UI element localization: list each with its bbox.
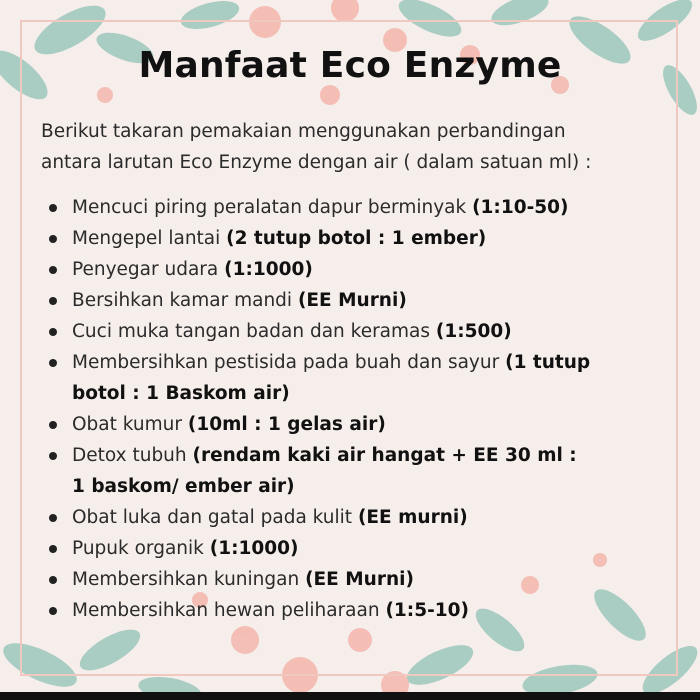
list-item-continuation: 1 baskom/ ember air) (72, 476, 295, 497)
bullet-icon (49, 204, 57, 212)
bullet-icon (49, 328, 57, 336)
bullet-icon (49, 545, 57, 553)
intro-line-1: Berikut takaran pemakaian menggunakan perbandingan (41, 121, 566, 142)
list-item: Obat luka dan gatal pada kulit (EE murni) (48, 502, 678, 533)
bullet-icon (49, 514, 57, 522)
intro-text (41, 116, 671, 178)
list-item: Membersihkan pestisida pada buah dan sayur (1 tutup botol : 1 Baskom air) (48, 347, 678, 409)
list-item: Pupuk organik (1:1000) (48, 533, 678, 564)
usage-list (48, 192, 678, 626)
bullet-icon (49, 421, 57, 429)
page-title: Manfaat Eco Enzyme (138, 45, 562, 86)
list-item: Membersihkan kuningan (EE Murni) (48, 564, 678, 595)
bullet-icon (49, 359, 57, 367)
bullet-icon (49, 452, 57, 460)
bottom-bar (0, 692, 700, 700)
bullet-icon (49, 235, 57, 243)
list-item: Detox tubuh (rendam kaki air hangat + EE 30 ml : 1 baskom/ ember air) (48, 440, 678, 502)
list-item: Bersihkan kamar mandi (EE Murni) (48, 285, 678, 316)
bullet-icon (49, 266, 57, 274)
bullet-icon (49, 576, 57, 584)
list-item-continuation: botol : 1 Baskom air) (72, 383, 290, 404)
list-item: Obat kumur (10ml : 1 gelas air) (48, 409, 678, 440)
list-item: Penyegar udara (1:1000) (48, 254, 678, 285)
intro-line-2: antara larutan Eco Enzyme dengan air ( dalam satuan ml) : (41, 152, 592, 173)
list-item: Cuci muka tangan badan dan keramas (1:500) (48, 316, 678, 347)
list-item: Mengepel lantai (2 tutup botol : 1 ember) (48, 223, 678, 254)
list-item: Mencuci piring peralatan dapur berminyak (1:10-50) (48, 192, 678, 223)
bullet-icon (49, 607, 57, 615)
list-item: Membersihkan hewan peliharaan (1:5-10) (48, 595, 678, 626)
bullet-icon (49, 297, 57, 305)
